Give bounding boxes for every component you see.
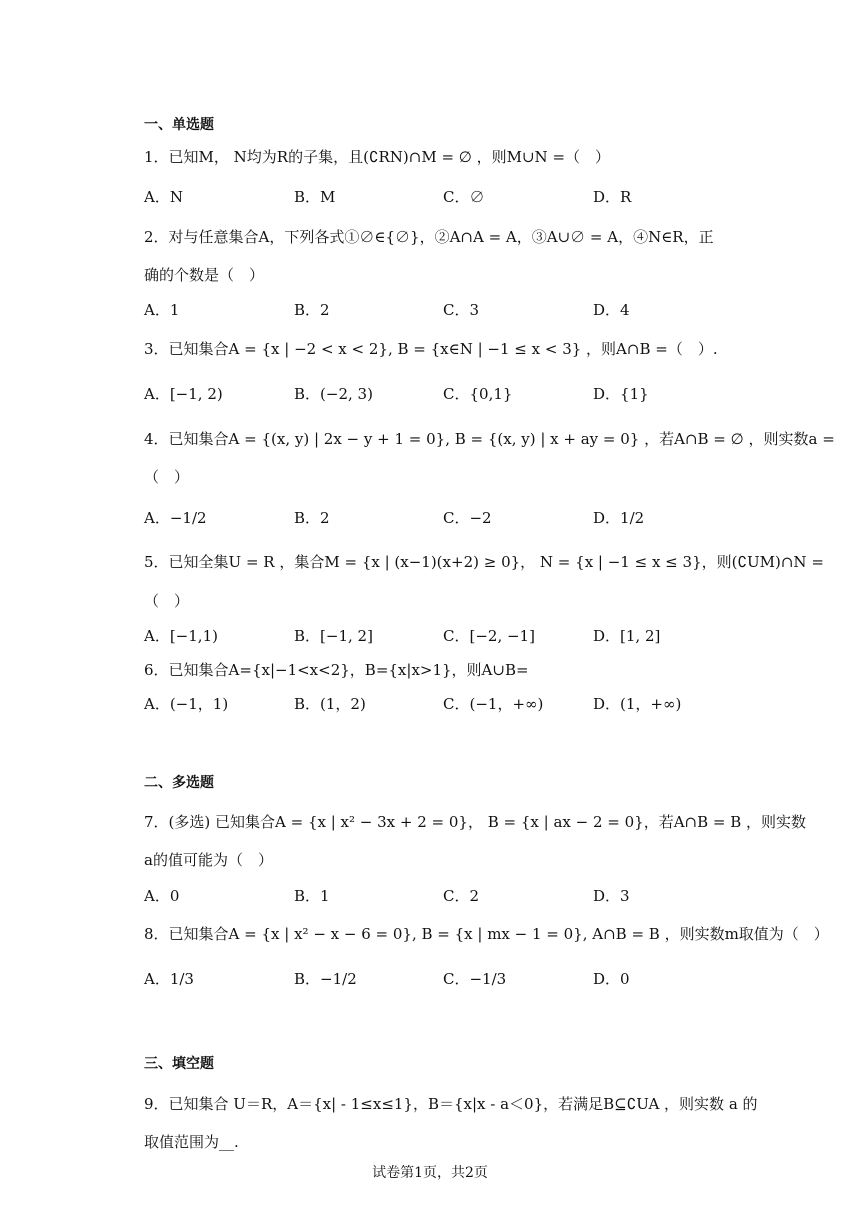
question-2-stem: 2．对与任意集合A，下列各式①∅∈{∅}，②A∩A = A，③A∪∅ = A，④N∈R，正 — [144, 228, 714, 246]
question-7-stem: 7．(多选) 已知集合A = {x | x² − 3x + 2 = 0}， B = {x | ax − 2 = 0}，若A∩B = B ，则实数 — [144, 813, 807, 831]
option-a: A．N — [144, 188, 183, 206]
option-c: C．[−2, −1] — [443, 627, 535, 645]
option-a: A．[−1, 2) — [144, 385, 223, 403]
question-6-options — [144, 693, 744, 715]
question-5-options — [144, 625, 744, 647]
option-d: D．{1} — [593, 385, 649, 403]
option-b: B．(−2, 3) — [294, 385, 373, 403]
question-4-stem-continued: （ ） — [144, 468, 190, 486]
option-a: A．(−1，1) — [144, 695, 229, 713]
question-8-options — [144, 968, 744, 990]
option-a: A．−1/2 — [144, 509, 207, 527]
option-a: A．1/3 — [144, 970, 194, 988]
option-b: B．[−1, 2] — [294, 627, 373, 645]
question-3-stem: 3．已知集合A = {x | −2 < x < 2}, B = {x∈N | −1 ≤ x < 3} ，则A∩B =（ ）. — [144, 340, 718, 358]
option-c: C．(−1，+∞) — [443, 695, 544, 713]
question-2-options — [144, 299, 744, 321]
question-1-options — [144, 186, 744, 208]
option-d: D．(1，+∞) — [593, 695, 682, 713]
option-c: C．2 — [443, 887, 480, 905]
question-5-stem-continued: （ ） — [144, 592, 190, 610]
page-footer: 试卷第1页，共2页 — [372, 1165, 488, 1181]
option-d: D．4 — [593, 301, 630, 319]
question-3-options — [144, 383, 744, 405]
question-1-stem: 1．已知M， N均为R的子集，且(∁RN)∩M = ∅ ，则M∪N =（ ） — [144, 148, 611, 166]
option-c: C．3 — [443, 301, 480, 319]
option-b: B．M — [294, 188, 336, 206]
option-b: B．(1，2) — [294, 695, 366, 713]
question-7-stem-continued: a的值可能为（ ） — [144, 851, 273, 869]
option-d: D．0 — [593, 970, 630, 988]
question-8-stem: 8．已知集合A = {x | x² − x − 6 = 0}, B = {x | mx − 1 = 0}, A∩B = B ，则实数m取值为（ ） — [144, 925, 829, 943]
option-c: C．−1/3 — [443, 970, 507, 988]
option-d: D．3 — [593, 887, 630, 905]
option-d: D．1/2 — [593, 509, 645, 527]
question-6-stem: 6．已知集合A={x|−1<x<2}，B={x|x>1}，则A∪B= — [144, 661, 529, 679]
option-a: A．0 — [144, 887, 180, 905]
option-b: B．2 — [294, 509, 330, 527]
option-d: D．R — [593, 188, 632, 206]
question-5-stem: 5．已知全集U = R ，集合M = {x | (x−1)(x+2) ≥ 0}， N = {x | −1 ≤ x ≤ 3}，则(∁UM)∩N = — [144, 553, 824, 571]
section-heading-single-choice: 一、单选题 — [144, 117, 214, 133]
option-b: B．1 — [294, 887, 330, 905]
option-b: B．−1/2 — [294, 970, 357, 988]
question-4-stem: 4．已知集合A = {(x, y) | 2x − y + 1 = 0}, B = {(x, y) | x + ay = 0} ，若A∩B = ∅ ，则实数a = — [144, 430, 835, 448]
option-b: B．2 — [294, 301, 330, 319]
section-heading-fill-in: 三、填空题 — [144, 1056, 214, 1072]
option-c: C．{0,1} — [443, 385, 513, 403]
question-7-options — [144, 885, 744, 907]
question-4-options — [144, 507, 744, 529]
option-d: D．[1, 2] — [593, 627, 661, 645]
question-9-stem-continued: 取值范围为__. — [144, 1133, 239, 1151]
option-c: C．∅ — [443, 188, 485, 206]
question-9-stem: 9．已知集合 U＝R，A＝{x| - 1≤x≤1}，B＝{x|x - a＜0}，若满足B⊆∁UA ，则实数 a 的 — [144, 1095, 758, 1113]
option-a: A．1 — [144, 301, 180, 319]
section-heading-multiple-choice: 二、多选题 — [144, 775, 214, 791]
option-c: C．−2 — [443, 509, 492, 527]
question-2-stem-continued: 确的个数是（ ） — [144, 266, 265, 284]
option-a: A．[−1,1) — [144, 627, 218, 645]
